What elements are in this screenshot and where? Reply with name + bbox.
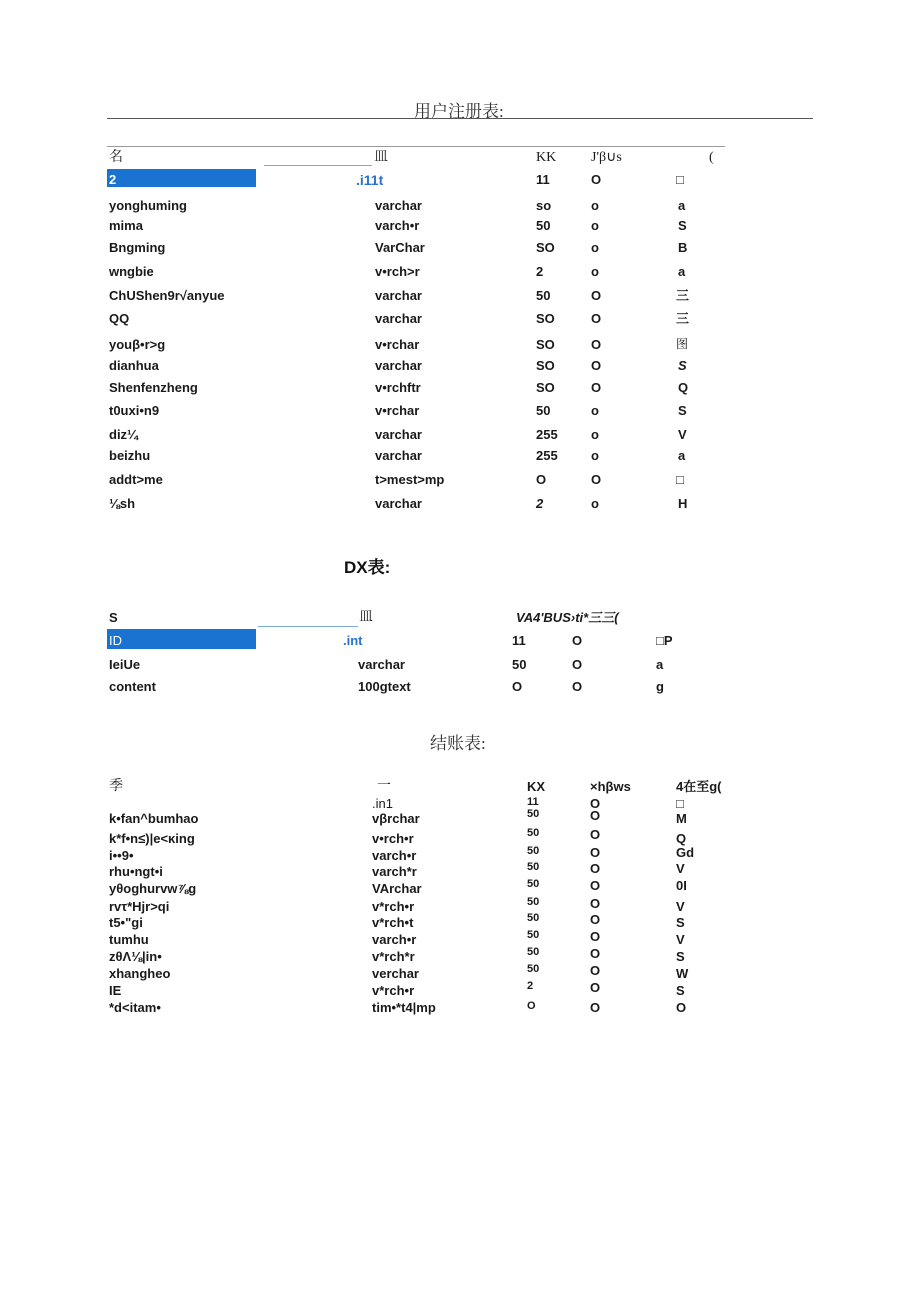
table1-header-decimal: J'β∪s — [591, 150, 622, 165]
field-note: 0I — [676, 878, 687, 893]
field-decimal: O — [590, 963, 601, 978]
table1-top-rule — [107, 118, 813, 119]
table2-first-name: ID — [109, 633, 122, 648]
field-decimal: O — [591, 358, 602, 373]
table2-header-underline — [258, 626, 358, 627]
field-name: dianhua — [109, 358, 159, 373]
table3-first-note: □ — [676, 796, 684, 811]
field-length: SO — [536, 337, 555, 352]
field-length: 255 — [536, 448, 558, 463]
field-type: varch•r — [372, 848, 417, 863]
field-note: Q — [676, 831, 687, 846]
field-length: 50 — [536, 218, 551, 233]
field-note: B — [678, 240, 688, 255]
field-length: 50 — [527, 861, 540, 873]
table3-header-name: 季 — [109, 779, 123, 794]
table3-first-type: .in1 — [372, 796, 393, 811]
field-type: varchar — [375, 496, 422, 511]
table3-header-length: KX — [527, 779, 546, 794]
field-type: tim•*t4|mp — [372, 1000, 436, 1015]
field-type: varchar — [358, 657, 405, 672]
field-length: 50 — [527, 963, 540, 975]
field-length: O — [527, 1000, 536, 1012]
field-type: v*rch•t — [372, 915, 414, 930]
field-length: 50 — [527, 946, 540, 958]
field-type: varchar — [375, 358, 422, 373]
field-decimal: o — [591, 427, 599, 442]
field-decimal: o — [591, 496, 599, 511]
table2-first-note: □P — [656, 633, 673, 648]
field-length: 50 — [527, 827, 540, 839]
field-name: ⅛sh — [109, 496, 136, 511]
field-length: 50 — [536, 288, 551, 303]
field-name: yθoghurvw⅞g — [109, 881, 197, 896]
field-decimal: O — [590, 827, 601, 842]
field-type: varchar — [375, 288, 422, 303]
field-note: O — [676, 1000, 687, 1015]
field-length: 50 — [527, 808, 540, 820]
field-length: SO — [536, 311, 555, 326]
field-type: v*rch*r — [372, 949, 415, 964]
table2-first-length: 11 — [512, 633, 526, 648]
table1-first-decimal: O — [591, 172, 602, 187]
field-decimal: O — [591, 311, 602, 326]
field-decimal: O — [590, 912, 601, 927]
table1-header-note: ( — [709, 150, 714, 165]
field-type: varch•r — [372, 932, 417, 947]
field-decimal: O — [591, 472, 602, 487]
field-note: Q — [678, 380, 689, 395]
table2-selection-highlight — [107, 629, 256, 649]
field-name: QQ — [109, 311, 130, 326]
field-name: wngbie — [109, 264, 154, 279]
field-name: beizhu — [109, 448, 151, 463]
table2-header-rest: VA4'BUS›ti*三三( — [516, 610, 619, 625]
field-type: v*rch•r — [372, 899, 415, 914]
field-note: S — [676, 915, 685, 930]
table2-first-decimal: O — [572, 633, 583, 648]
field-length: 50 — [527, 878, 540, 890]
field-type: VarChar — [375, 240, 425, 255]
field-decimal: o — [591, 240, 599, 255]
field-type: v•rchar — [375, 403, 420, 418]
table3-header-decimal: ×hβws — [590, 779, 631, 794]
field-type: v•rchftr — [375, 380, 421, 395]
field-note: a — [678, 198, 686, 213]
field-type: v*rch•r — [372, 983, 415, 998]
table3-header-type: 一 — [377, 779, 391, 794]
field-name: t0uxi•n9 — [109, 403, 160, 418]
table1-header-length: KK — [536, 150, 557, 165]
field-type: VArchar — [372, 881, 422, 896]
field-name: IE — [109, 983, 122, 998]
field-name: youβ•r>g — [109, 337, 166, 352]
field-note: M — [676, 811, 687, 826]
table1-first-type: .i11t — [356, 172, 384, 188]
table3-header-note: 4在至g( — [676, 779, 722, 794]
field-name: Shenfenzheng — [109, 380, 198, 395]
field-length: 50 — [536, 403, 551, 418]
field-note: W — [676, 966, 689, 981]
field-note: 三 — [676, 311, 690, 326]
table3-first-decimal: O — [590, 796, 601, 811]
field-type: varchar — [375, 198, 422, 213]
field-length: 2 — [527, 980, 534, 992]
field-type: varchar — [375, 448, 422, 463]
table1-header-type: 皿 — [374, 150, 388, 165]
field-name: yonghuming — [109, 198, 187, 213]
table1-header-rule — [107, 146, 725, 147]
field-decimal: O — [590, 878, 601, 893]
field-length: O — [512, 679, 523, 694]
field-note: V — [678, 427, 687, 442]
field-type: varchar — [375, 427, 422, 442]
table1-first-length: 11 — [536, 172, 550, 187]
field-name: zθΛ⅛|in• — [109, 949, 162, 964]
field-name: k•fan^bumhao — [109, 811, 199, 826]
field-note: 图 — [676, 337, 689, 351]
field-length: SO — [536, 240, 555, 255]
field-note: S — [678, 403, 687, 418]
field-name: k*f•n≤)|e<κing — [109, 831, 195, 846]
field-type: verchar — [372, 966, 419, 981]
field-decimal: O — [572, 657, 583, 672]
field-decimal: o — [591, 448, 599, 463]
field-decimal: O — [591, 288, 602, 303]
field-note: V — [676, 932, 685, 947]
field-length: 50 — [527, 845, 540, 857]
field-type: varch*r — [372, 864, 417, 879]
field-decimal: O — [591, 380, 602, 395]
field-decimal: o — [591, 264, 599, 279]
table1-header-underline — [264, 165, 372, 166]
table1-first-name: 2 — [109, 172, 117, 187]
field-decimal: O — [590, 980, 601, 995]
field-name: ChUShen9r√anyue — [109, 288, 225, 303]
table2-header-name: S — [109, 610, 118, 625]
field-name: tumhu — [109, 932, 149, 947]
field-decimal: O — [572, 679, 583, 694]
field-type: v•rch>r — [375, 264, 420, 279]
field-decimal: O — [590, 896, 601, 911]
field-length: 2 — [536, 496, 544, 511]
field-name: addt>me — [109, 472, 163, 487]
field-type: vβrchar — [372, 811, 420, 826]
field-name: t5•"gi — [109, 915, 143, 930]
field-decimal: O — [590, 1000, 601, 1015]
field-type: varchar — [375, 311, 422, 326]
table2-header-type: 皿 — [359, 610, 373, 625]
field-length: so — [536, 198, 552, 213]
field-note: S — [676, 983, 685, 998]
field-length: 50 — [527, 896, 540, 908]
field-name: i••9• — [109, 848, 134, 863]
field-note: 三 — [676, 288, 690, 303]
field-decimal: O — [590, 946, 601, 961]
field-note: a — [656, 657, 664, 672]
table2-first-type: .int — [343, 633, 363, 648]
field-decimal: O — [590, 861, 601, 876]
table3-first-length: 11 — [527, 796, 539, 808]
field-name: Bngming — [109, 240, 166, 255]
field-name: diz¼ — [109, 427, 138, 442]
field-name: rhu•ngt•i — [109, 864, 163, 879]
field-length: 255 — [536, 427, 558, 442]
field-type: v•rchar — [375, 337, 420, 352]
field-length: O — [536, 472, 547, 487]
field-decimal: o — [591, 198, 599, 213]
field-name: IeiUe — [109, 657, 141, 672]
field-length: SO — [536, 380, 555, 395]
field-name: mima — [109, 218, 143, 233]
field-type: varch•r — [375, 218, 420, 233]
field-note: S — [678, 218, 687, 233]
field-length: 50 — [527, 912, 540, 924]
field-length: SO — [536, 358, 555, 373]
table3-title: 结账表: — [430, 734, 486, 753]
field-note: □ — [676, 472, 684, 487]
field-decimal: O — [590, 929, 601, 944]
field-type: v•rch•r — [372, 831, 414, 846]
field-name: rvτ*Hjr>qi — [109, 899, 170, 914]
table1-selection-highlight — [107, 169, 256, 187]
field-decimal: O — [591, 337, 602, 352]
field-note: a — [678, 264, 686, 279]
field-decimal: o — [591, 218, 599, 233]
field-name: *d<itam• — [109, 1000, 161, 1015]
field-length: 2 — [536, 264, 544, 279]
field-note: S — [678, 358, 687, 373]
field-length: 50 — [512, 657, 527, 672]
field-note: S — [676, 949, 685, 964]
field-note: V — [676, 899, 685, 914]
field-decimal: O — [590, 845, 601, 860]
table2-title: DX表: — [344, 558, 391, 577]
table1-first-note: □ — [676, 172, 684, 187]
table1-header-name: 名 — [109, 150, 123, 165]
field-decimal: O — [590, 808, 601, 823]
field-decimal: o — [591, 403, 599, 418]
table1-title: 用户注册表: — [414, 102, 504, 121]
field-note: H — [678, 496, 688, 511]
field-length: 50 — [527, 929, 540, 941]
field-note: a — [678, 448, 686, 463]
field-name: content — [109, 679, 156, 694]
field-note: g — [656, 679, 664, 694]
field-type: 100gtext — [358, 679, 411, 694]
field-name: xhangheo — [109, 966, 171, 981]
field-type: t>mest>mp — [375, 472, 445, 487]
field-note: V — [676, 861, 685, 876]
field-note: Gd — [676, 845, 695, 860]
